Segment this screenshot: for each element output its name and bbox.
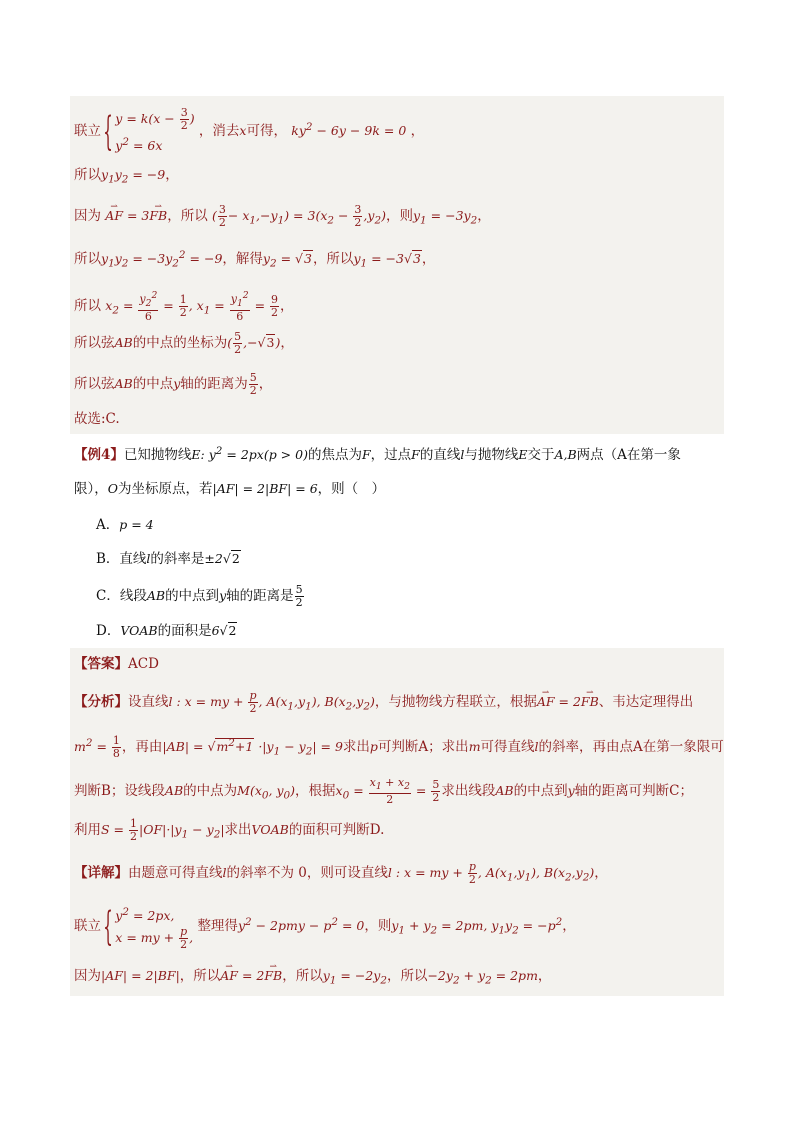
question-line-2: 限），O为坐标原点，若|AF| = 2|BF| = 6，则（ ） [74,481,386,497]
line-midpoint: 所以弦AB的中点的坐标为( $\frac{5}{2}$ ,−√3)， [74,330,294,356]
text: 轴的距离可判断C； [574,783,693,800]
equation-system-2: { $y^2 = 2px$, x = my + $\frac{p}{2}$ , [105,902,193,951]
text: ，所以 [386,968,428,984]
text: 的斜率不为 0，则可设直线 [226,865,388,881]
text: 设直线 [128,694,169,710]
option-d: D．VOAB的面积是6√2 [96,623,237,639]
text: B．直线 [96,551,147,567]
text: 可判断A；求出 [377,739,469,756]
text: 限）， [74,481,108,497]
text: 轴的距离为 [180,376,248,392]
question-line-1: 【例4】已知抛物线E: $y^2 = 2px(p > 0)$的焦点为F，过点F的直线l与抛物线E交于A,B两点（A在第一象 [74,445,681,464]
detail-tag: 【详解】 [74,865,128,881]
equation-system: { y = k(x − $\frac{3}{2}$ ) $y^2 = 6x$ [105,107,194,156]
option-b: B．直线l的斜率是±2√2 [96,551,240,567]
detail-line-2: 联立 { $y^2 = 2px$, x = my + $\frac{p}{2}$ , 整理得$y^2 - 2pmy - p^2 = 0$，则$y_1 + y_2 = 2pm$, $y_1y_2 = -p^2$， [74,902,576,951]
line-system: 联立 { y = k(x − $\frac{3}{2}$ ) $y^2 = 6x$ ，消去x可得， $ky^2 - 6y - 9k = 0$ ， [74,107,424,156]
answer-value: ACD [128,656,159,672]
line-solve-x: 所以 $x_2$ = $\frac{y_2^2}{6}$ = $\frac{1}{2}$ , $x_1$ = $\frac{y_1^2}{6}$ = $\frac{9}{2}$ ， [74,290,294,323]
text: 可得， [246,123,287,140]
text: 联立 [74,123,101,140]
text: 的中点为 [183,783,238,800]
text: 的斜率，再由点A在第一象限可 [538,739,724,756]
text: 的中点 [132,376,174,392]
text: ，所以 [282,968,323,984]
example-tag: 【例4】 [74,447,124,464]
text: 轴的距离是 [226,588,294,604]
text: ，则 [364,918,392,935]
text: 因为 [74,208,101,224]
text: 可得直线 [480,739,535,756]
text: ，根据 [295,783,336,800]
text: ，再由 [121,739,163,756]
text: 所以弦 [74,335,115,351]
text: 的斜率是 [150,551,205,567]
detail-line-1: 【详解】由题意可得直线l的斜率不为 0，则可设直线l : x = my + $\frac{p}{2}$ , $A(x_1,y_1)$, $B(x_2,y_2)$， [74,860,608,886]
line-product: 所以$y_1y_2 = -9$， [74,167,179,186]
answer-tag: 【答案】 [74,656,128,672]
analysis-line-1: 【分析】设直线l : x = my + $\frac{p}{2}$ , $A(x_1,y_1)$, $B(x_2,y_2)$，与抛物线方程联立，根据⇀ AF = 2⇀ FB、韦达定理得出 [74,690,693,716]
analysis-line-2: $m^2$ = $\frac{1}{8}$ ，再由$|AB| = √m^2+1 \cdot|y_1 - y_2| = 9$求出p可判断A；求出m可得直线l的斜率，再由点A在第一象限可 [74,734,724,761]
text: 的面积是 [157,623,212,639]
text: 求出 [224,822,252,838]
text: 交于 [527,447,555,464]
text: 为坐标原点，若 [118,481,213,497]
text: ，所以 [179,968,221,984]
analysis-line-3: 判断B；设线段AB的中点为$M(x_0$, $y_0$)，根据$x_0$ = $\frac{x_1 + x_2}{2}$ = $\frac{5}{2}$ 求出线段AB的中点到y轴的距离可判断C； [74,776,693,807]
text: ， [594,865,608,881]
text: 、韦达定理得出 [598,694,694,710]
line-vector: 因为 ⇀ AF = 3⇀ FB，所以 ( $\frac{3}{2}$ − $x_1,-y_1) = 3(x_2$ − $\frac{3}{2}$ $,y_2$)，则$y_1 = -3y_2$， [74,204,491,230]
text: ，消去 [198,123,240,140]
text: 所以弦 [74,376,115,392]
text: 由题意可得直线 [128,865,223,881]
text: 所以 [74,297,101,314]
text: 的中点到 [165,588,220,604]
detail-line-3: 因为|AF| = 2|BF|，所以⇀ AF = 2⇀ FB，所以$y_1 = -2y_2$，所以$-2y_2 + y_2 = 2pm$， [74,967,551,990]
text: 利用 [74,822,101,838]
text: ，与抛物线方程联立，根据 [374,694,537,710]
text: 整理得 [197,918,238,935]
answer-line [74,655,159,673]
line-solve-y: 所以$y_1y_2 = -3y_2^2 = -9$，解得$y_2 = √3$，所以$y_1 = -3√3$， [74,249,436,270]
text: ，则 [385,208,413,224]
text: ， [537,968,552,984]
text: ，则（ ） [317,481,386,497]
text: 的面积可判断D. [288,822,385,838]
text: 求出 [342,739,370,756]
analysis-line-4: 利用S = $\frac{1}{2}$ $|OF|\cdot|y_1 - y_2|$求出VOAB的面积可判断D. [74,817,385,843]
text: 的中点的坐标为 [132,335,228,351]
text: D． [96,623,121,639]
line-distance: 所以弦AB的中点y轴的距离为 $\frac{5}{2}$ ， [74,371,273,397]
option-a: A．p = 4 [96,517,154,533]
text: 所以 [74,251,101,268]
line-choice: 故选:C. [74,411,120,427]
option-c: C．线段AB的中点到y轴的距离是 $\frac{5}{2}$ [96,583,303,609]
text: ，过点 [370,447,412,464]
text: ， [562,918,576,935]
text: 已知抛物线 [123,447,192,464]
text: 的焦点为 [307,447,362,464]
text: 的中点到 [513,783,568,800]
text: ，所以 [167,208,208,224]
text: ，所以 [312,251,354,268]
text: ，解得 [222,251,263,268]
text: 因为 [74,968,101,984]
text: 判断B；设线段 [74,783,165,800]
text: C．线段 [96,588,147,604]
text: 所以 [74,167,101,183]
text: 两点（A在第一象 [576,447,681,464]
text: 联立 [74,918,101,935]
text: A． [96,517,120,533]
text: 求出线段 [441,783,496,800]
analysis-tag: 【分析】 [74,694,128,710]
text: 与抛物线 [464,447,519,464]
text: 的直线 [419,447,461,464]
